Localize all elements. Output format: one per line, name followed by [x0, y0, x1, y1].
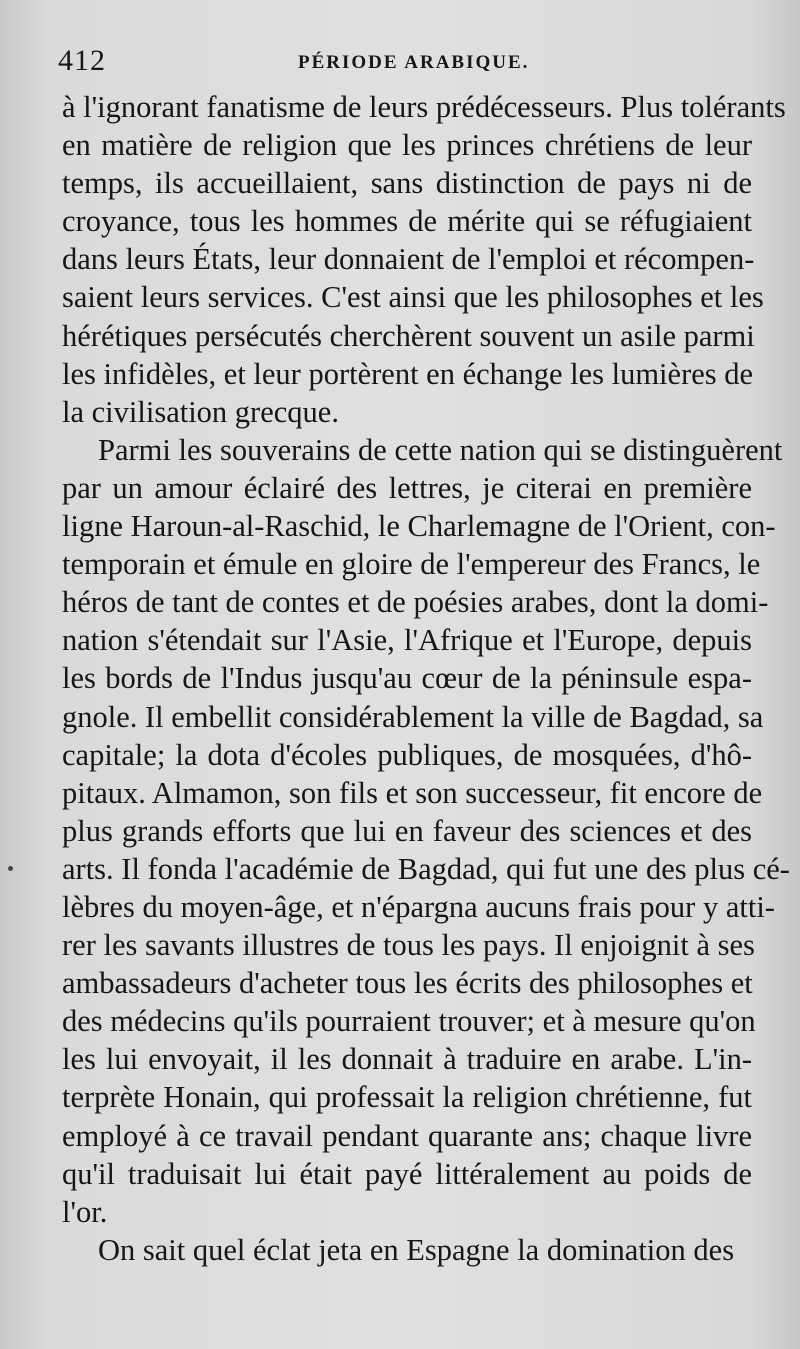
text-line: On sait quel éclat jeta en Espagne la domination des	[98, 1232, 735, 1267]
running-head: PÉRIODE ARABIQUE.	[298, 52, 530, 73]
text-line: temps, ils accueillaient, sans distinction de pays ni de	[62, 166, 752, 201]
text-line: terprète Honain, qui professait la religion chrétienne, fut	[62, 1080, 752, 1115]
text-line: gnole. Il embellit considérablement la ville de Bagdad, sa	[62, 699, 764, 734]
text-line: capitale; la dota d'écoles publiques, de mosquées, d'hô-	[62, 737, 752, 772]
page-header	[58, 44, 758, 84]
text-line: Parmi les souverains de cette nation qui se distinguèrent	[98, 432, 783, 467]
text-line: par un amour éclairé des lettres, je citerai en première	[62, 470, 752, 505]
text-line: l'or.	[62, 1194, 108, 1229]
text-line: en matière de religion que les princes chrétiens de leur	[62, 128, 752, 163]
text-line: héros de tant de contes et de poésies arabes, dont la domi-	[62, 585, 769, 620]
text-line: ambassadeurs d'acheter tous les écrits des philosophes et	[62, 966, 753, 1001]
paragraph	[62, 88, 786, 431]
text-line: les infidèles, et leur portèrent en échange les lumières de	[62, 356, 754, 391]
text-line: rer les savants illustres de tous les pays. Il enjoignit à ses	[62, 928, 755, 963]
text-line: qu'il traduisait lui était payé littéralement au poids de	[62, 1156, 752, 1191]
text-line: pitaux. Almamon, son fils et son successeur, fit encore de	[62, 775, 763, 810]
page-number: 412	[58, 44, 106, 77]
text-line: employé à ce travail pendant quarante ans; chaque livre	[62, 1118, 752, 1153]
text-line: plus grands efforts que lui en faveur des sciences et des	[62, 813, 752, 848]
paragraph	[62, 431, 790, 1231]
text-line: croyance, tous les hommes de mérite qui se réfugiaient	[62, 204, 752, 239]
text-line: dans leurs États, leur donnaient de l'emploi et récompen-	[62, 242, 755, 277]
text-line: lèbres du moyen-âge, et n'épargna aucuns frais pour y atti-	[62, 889, 775, 924]
text-line: hérétiques persécutés cherchèrent souvent un asile parmi	[62, 318, 755, 353]
text-line: des médecins qu'ils pourraient trouver; et à mesure qu'on	[62, 1004, 756, 1039]
paragraph	[62, 1231, 752, 1269]
text-line: temporain et émule en gloire de l'empereur des Francs, le	[62, 547, 761, 582]
text-line: à l'ignorant fanatisme de leurs prédécesseurs. Plus tolérants	[62, 90, 786, 124]
body-text	[62, 88, 790, 1269]
text-line: nation s'étendait sur l'Asie, l'Afrique et l'Europe, depuis	[62, 623, 752, 658]
text-line: ligne Haroun-al-Raschid, le Charlemagne de l'Orient, con-	[62, 509, 776, 544]
text-line: les lui envoyait, il les donnait à traduire en arabe. L'in-	[62, 1042, 752, 1077]
text-line: la civilisation grecque.	[62, 394, 339, 429]
text-line: les bords de l'Indus jusqu'au cœur de la péninsule espa-	[62, 661, 752, 696]
text-line: saient leurs services. C'est ainsi que les philosophes et les	[62, 280, 764, 315]
text-line: arts. Il fonda l'académie de Bagdad, qui fut une des plus cé-	[62, 851, 790, 886]
stray-ink-mark	[8, 866, 13, 871]
